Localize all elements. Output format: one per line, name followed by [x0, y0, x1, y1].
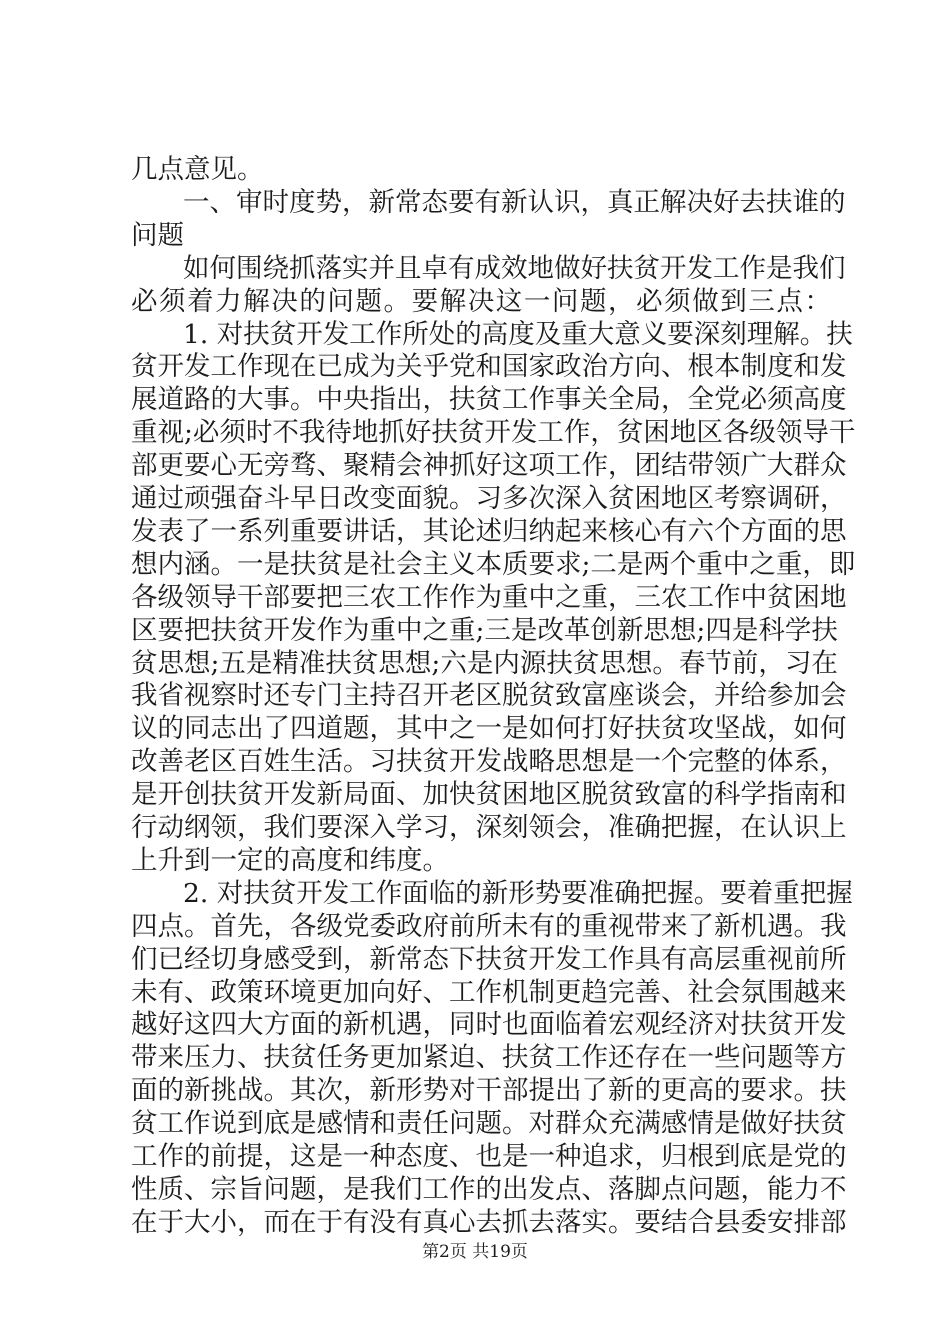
text-line: 改善老区百姓生活。习扶贫开发战略思想是一个完整的体系， [131, 746, 847, 778]
text-line: 性质、宗旨问题，是我们工作的出发点、落脚点问题，能力不 [131, 1173, 847, 1205]
text-line: 部更要心无旁骛、聚精会神抓好这项工作，团结带领广大群众 [131, 450, 847, 482]
text-line: 区要把扶贫开发作为重中之重;三是改革创新思想;四是科学扶 [131, 614, 838, 646]
text-line: 们已经切身感受到，新常态下扶贫开发工作具有高层重视前所 [131, 943, 847, 975]
text-line: 四点。首先，各级党委政府前所未有的重视带来了新机遇。我 [131, 910, 847, 942]
text-line: 越好这四大方面的新机遇，同时也面临着宏观经济对扶贫开发 [131, 1009, 847, 1041]
text-line: 问题 [131, 219, 184, 251]
text-line: 如何围绕抓落实并且卓有成效地做好扶贫开发工作是我们 [183, 252, 846, 284]
text-line: 重视;必须时不我待地抓好扶贫开发工作，贫困地区各级领导干 [131, 417, 856, 449]
text-line: 未有、政策环境更加向好、工作机制更趋完善、社会氛围越来 [131, 976, 847, 1008]
text-line: 必须着力解决的问题。要解决这一问题，必须做到三点： [131, 285, 831, 317]
text-line: 想内涵。一是扶贫是社会主义本质要求;二是两个重中之重，即 [131, 548, 856, 580]
page-footer: 第2页 共19页 [422, 1242, 528, 1262]
text-line: 贫开发工作现在已成为关乎党和国家政治方向、根本制度和发 [131, 351, 847, 383]
text-line: 展道路的大事。中央指出，扶贫工作事关全局，全党必须高度 [131, 384, 847, 416]
text-line: 1. 对扶贫开发工作所处的高度及重大意义要深刻理解。扶 [183, 318, 853, 350]
text-line: 我省视察时还专门主持召开老区脱贫致富座谈会，并给参加会 [131, 680, 847, 712]
text-line: 上升到一定的高度和纬度。 [131, 844, 449, 876]
text-line: 带来压力、扶贫任务更加紧迫、扶贫工作还存在一些问题等方 [131, 1042, 847, 1074]
text-line: 面的新挑战。其次，新形势对干部提出了新的更高的要求。扶 [131, 1075, 847, 1107]
text-line: 是开创扶贫开发新局面、加快贫困地区脱贫致富的科学指南和 [131, 779, 847, 811]
text-line: 在于大小，而在于有没有真心去抓去落实。要结合县委安排部 [131, 1206, 847, 1238]
text-line: 各级领导干部要把三农工作作为重中之重，三农工作中贫困地 [131, 581, 847, 613]
text-line: 几点意见。 [131, 154, 264, 185]
text-line: 工作的前提，这是一种态度、也是一种追求，归根到底是党的 [131, 1141, 847, 1172]
text-line: 2. 对扶贫开发工作面临的新形势要准确把握。要着重把握 [183, 877, 853, 909]
text-line: 发表了一系列重要讲话，其论述归纳起来核心有六个方面的思 [131, 515, 847, 547]
text-line: 贫思想;五是精准扶贫思想;六是内源扶贫思想。春节前，习在 [131, 647, 838, 679]
text-line: 贫工作说到底是感情和责任问题。对群众充满感情是做好扶贫 [131, 1108, 847, 1140]
text-line: 议的同志出了四道题，其中之一是如何打好扶贫攻坚战，如何 [131, 713, 847, 745]
text-line: 通过顽强奋斗早日改变面貌。习多次深入贫困地区考察调研， [131, 483, 847, 514]
text-line: 行动纲领，我们要深入学习，深刻领会，准确把握，在认识上 [131, 812, 847, 843]
text-line: 一、审时度势，新常态要有新认识，真正解决好去扶谁的 [183, 186, 846, 218]
